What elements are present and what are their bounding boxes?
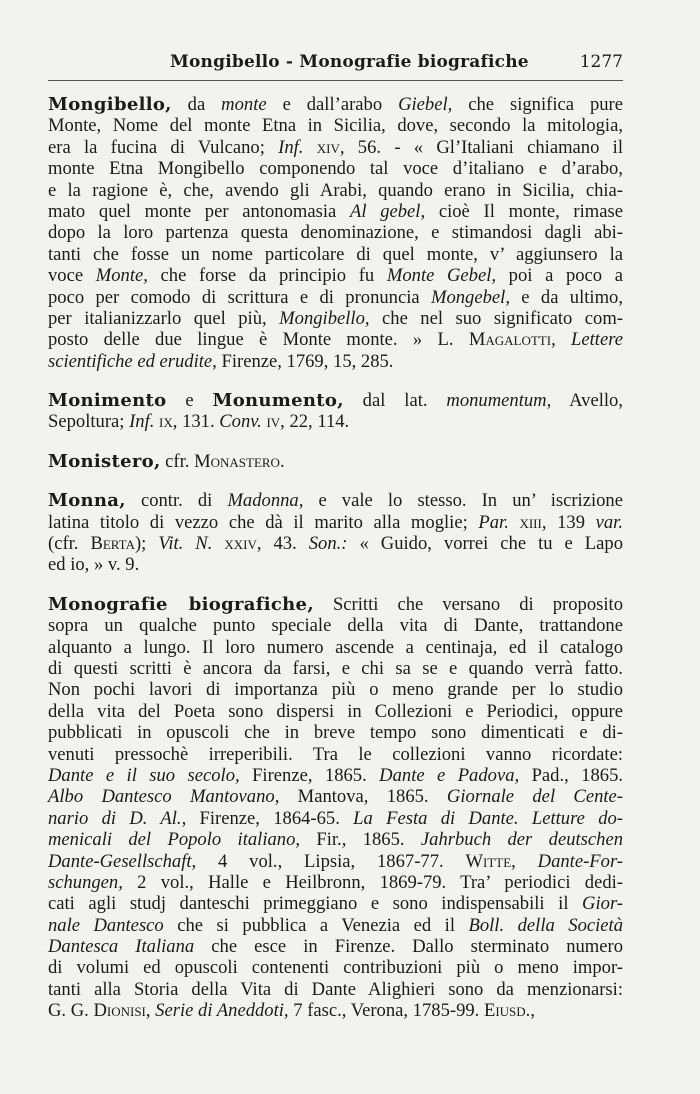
italic-text: Giebel, [398, 94, 453, 115]
italic-text: monte [221, 94, 267, 115]
text: , 139 [541, 511, 596, 533]
italic-text: Monte, [95, 265, 148, 287]
entry-line [48, 329, 623, 350]
italic-text: Jahrbuch der deutschen [420, 829, 623, 851]
italic-text: menicali del Popolo italiano, [48, 829, 301, 851]
small-caps-text: Witte [465, 850, 512, 872]
entry-line [48, 533, 623, 554]
italic-text: monumentum, [446, 390, 552, 412]
entry-line [48, 979, 623, 1000]
text: poco per comodo di scrittura e di pronuncia [48, 286, 431, 308]
entry-line [48, 679, 623, 700]
entry-line [48, 265, 623, 286]
small-caps-text: Eiusd [483, 1000, 526, 1022]
text: Mantova, 1865. [279, 786, 447, 808]
text: che nel suo significato com- [369, 307, 623, 329]
dictionary-entry [48, 594, 623, 1022]
entry-line [48, 158, 623, 179]
entry-line [48, 722, 623, 743]
text: dal lat. [343, 390, 447, 412]
italic-text: Serie di Aneddoti, [155, 1000, 289, 1022]
text: venuti pressochè irreperibili. Tra le collezioni vanno ricordate: [48, 743, 623, 765]
italic-text: Dante-For- [537, 850, 623, 872]
text: e vale lo stesso. In un’ iscrizione [303, 490, 623, 512]
page-header [48, 52, 623, 76]
text: Firenze, 1769, 15, 285. [216, 350, 394, 372]
entry-line [48, 490, 623, 511]
text: tanti alla Storia della Vita di Dante Alighieri sono da menzionarsi: [48, 978, 623, 1000]
entry-line [48, 936, 623, 957]
italic-text: Inf. [129, 411, 155, 433]
text: cioè Il monte, rimase [425, 200, 623, 222]
text: Sepoltura; [48, 411, 130, 433]
italic-text: nario di D. Al., [48, 807, 187, 829]
text: Scritti che versano di proposito [313, 593, 623, 615]
text: , 22, 114. [280, 411, 350, 433]
italic-text: Conv. [219, 411, 262, 433]
italic-text: Dante e Padova, [379, 764, 520, 786]
entry-line [48, 390, 623, 411]
italic-text: Boll. della Società [468, 914, 623, 936]
text: che esce in Firenze. Dallo sterminato numero [194, 936, 623, 958]
text: . [279, 450, 285, 472]
text: (cfr. [48, 533, 91, 555]
entry-line [48, 637, 623, 658]
entry-line [48, 308, 623, 329]
italic-text: Vit. N. [158, 533, 213, 555]
headword: Monimento [48, 390, 167, 412]
italic-text: Inf. [278, 136, 304, 158]
entry-line [48, 451, 623, 472]
italic-text: Mongibello, [279, 307, 370, 329]
text: , [145, 1000, 156, 1022]
text [303, 137, 316, 158]
text: , 131. [172, 411, 220, 433]
entry-line [48, 351, 623, 372]
text: Firenze, 1864-65. [186, 807, 354, 829]
entry-line [48, 512, 623, 533]
dictionary-body [48, 94, 623, 1040]
entry-line [48, 701, 623, 722]
text: che significa pure [452, 94, 623, 115]
text: cfr. [160, 450, 195, 472]
italic-text: Lettere [571, 329, 624, 351]
headword: Monistero, [48, 450, 161, 472]
entry-line [48, 744, 623, 765]
text: che si pubblica a Venezia ed il [163, 914, 469, 936]
text: e la ragione è, che, avendo gli Arabi, quando erano in Sicilia, chia- [48, 179, 623, 201]
entry-line [48, 287, 623, 308]
dictionary-entry [48, 490, 623, 576]
text: Non pochi lavori di importanza più o meno grande per lo studio [48, 679, 623, 701]
text: di volumi ed opuscoli contenenti contribuzioni più o meno impor- [48, 957, 623, 979]
text: contr. di [125, 490, 228, 512]
text: cati agli studj danteschi primeggiano e sono indispensabili il [48, 893, 583, 915]
entry-line [48, 765, 623, 786]
text: « Guido, vorrei che tu e Lapo [347, 533, 623, 555]
text: Monte, Nome del monte Etna in Sicilia, dove, secondo la mitologia, [48, 115, 623, 137]
small-caps-text: xiv [316, 136, 340, 158]
text: dopo la loro partenza questa denominazione, e stimandosi dagli abi- [48, 222, 623, 244]
entry-line [48, 957, 623, 978]
page-number: 1277 [579, 52, 623, 72]
text: che forse da principio fu [147, 265, 387, 287]
text [509, 512, 520, 533]
italic-text: schungen, [48, 871, 123, 893]
italic-text: Son.: [308, 533, 348, 555]
text: mato quel monte per antonomasia [48, 200, 350, 222]
text [212, 533, 224, 554]
text: e da ultimo, [509, 286, 623, 308]
text: , [551, 329, 572, 351]
text: tanti che fosse un nome particolare di quel monte, v’ aggiunsero la [48, 243, 623, 265]
text: 7 fasc., Verona, 1785-99. [288, 1000, 484, 1022]
entry-line [48, 808, 623, 829]
entry-line [48, 180, 623, 201]
entry-line [48, 615, 623, 636]
text: monte Etna Mongibello componendo tal voce d’italiano e d’arabo, [48, 158, 623, 180]
italic-text: Giornale del Cente- [446, 786, 623, 808]
header-rule [48, 80, 623, 81]
text: ed io, » v. 9. [48, 554, 140, 576]
italic-text: Albo Dantesco Mantovano, [48, 786, 280, 808]
italic-text: nale Dantesco [48, 914, 164, 936]
italic-text: Par. [478, 511, 509, 533]
dictionary-entry [48, 451, 623, 472]
text: posto delle due lingue è Monte monte. » L. [48, 329, 469, 351]
entry-line [48, 94, 623, 115]
text: , [511, 850, 538, 872]
italic-text: scientifiche ed erudite, [48, 350, 217, 372]
italic-text: Al gebel, [349, 200, 426, 222]
text: e dall’arabo [266, 94, 399, 115]
text: poi a poco a [496, 265, 623, 287]
italic-text: Mongebel, [430, 286, 510, 308]
headword: Monna, [48, 490, 126, 512]
small-caps-text: xxiv [224, 533, 257, 555]
text: 4 vol., Lipsia, 1867-77. [196, 850, 466, 872]
running-head: Mongibello - Monografie biografiche [170, 52, 529, 72]
text: ); [134, 533, 159, 555]
italic-text: Dante-Gesellschaft, [48, 850, 197, 872]
small-caps-text: Berta [90, 533, 135, 555]
italic-text: Madonna, [227, 490, 304, 512]
text: Firenze, 1865. [239, 764, 380, 786]
entry-line [48, 201, 623, 222]
text: Avello, [551, 390, 623, 412]
entry-line [48, 893, 623, 914]
entry-line [48, 786, 623, 807]
text: voce [48, 265, 96, 287]
text: per italianizzarlo quel più, [48, 307, 280, 329]
small-caps-text: ix [159, 411, 173, 433]
entry-line [48, 658, 623, 679]
entry-line [48, 915, 623, 936]
entry-line [48, 872, 623, 893]
text: , 43. [256, 533, 309, 555]
text: alquanto a lungo. Il loro numero ascende a centinaja, ed il catalogo [48, 636, 623, 658]
text: da [171, 94, 222, 115]
italic-text: Gior- [582, 893, 623, 915]
italic-text: La Festa di Dante. Letture do- [353, 807, 623, 829]
text: pubblicati in opuscoli che in breve tempo sono dimenticati e di- [48, 722, 623, 744]
entry-line [48, 1000, 623, 1021]
text: era la fucina di Vulcano; [48, 136, 279, 158]
headword: Monografie biografiche, [48, 593, 314, 615]
text: di questi scritti è ancora da farsi, e chi sa se e quando verrà fatto. [48, 657, 623, 679]
text: e [166, 390, 213, 412]
headword: Mongibello, [48, 94, 172, 115]
small-caps-text: Magalotti [468, 329, 552, 351]
entry-line [48, 411, 623, 432]
small-caps-text: xiii [519, 511, 542, 533]
entry-line [48, 137, 623, 158]
small-caps-text: iv [266, 411, 281, 433]
small-caps-text: Dionisi [93, 1000, 146, 1022]
dictionary-entry [48, 94, 623, 372]
italic-text: Dante e il suo secolo, [48, 764, 240, 786]
entry-line [48, 851, 623, 872]
entry-line [48, 554, 623, 575]
text: Fir., 1865. [300, 829, 421, 851]
dictionary-entry [48, 390, 623, 433]
entry-line [48, 115, 623, 136]
entry-line [48, 829, 623, 850]
text: 2 vol., Halle e Heilbronn, 1869-79. Tra’ periodici dedi- [122, 871, 623, 893]
entry-line [48, 222, 623, 243]
entry-line [48, 244, 623, 265]
italic-text: Dantesca Italiana [48, 936, 195, 958]
headword: Monumento, [212, 390, 344, 412]
text: della vita del Poeta sono dispersi in Collezioni e Periodici, oppure [48, 700, 623, 722]
entry-line [48, 594, 623, 615]
italic-text: Monte Gebel, [386, 265, 497, 287]
text: , 56. - « Gl’Italiani chiamano il [339, 136, 624, 158]
text: ., [525, 1000, 535, 1022]
text: sopra un qualche punto speciale della vita di Dante, trattandone [48, 615, 623, 637]
text: latina titolo di vezzo che dà il marito alla moglie; [48, 511, 479, 533]
text: G. G. [48, 1000, 94, 1022]
small-caps-text: Monastero [194, 450, 280, 472]
text: Pad., 1865. [519, 764, 624, 786]
italic-text: var. [595, 511, 623, 533]
